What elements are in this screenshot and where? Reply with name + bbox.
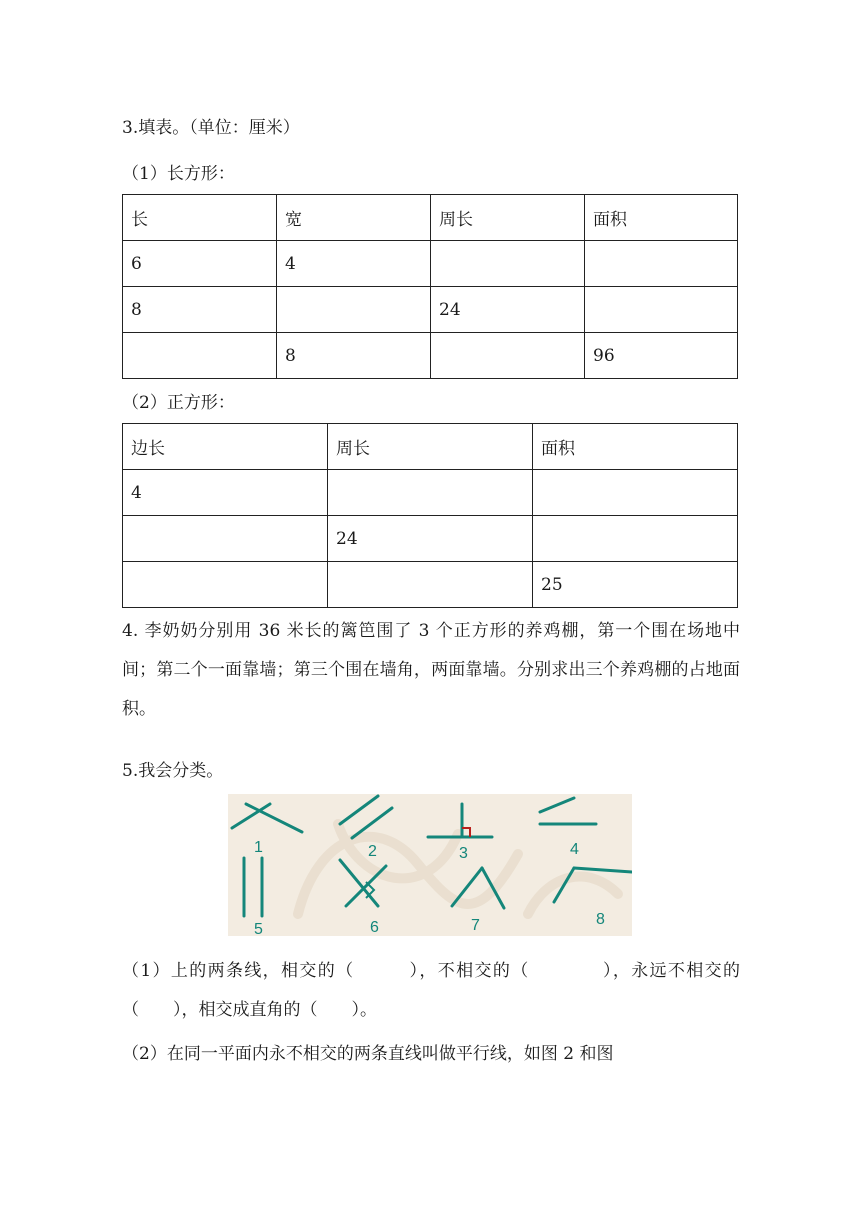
table-header-cell: 边长	[123, 424, 328, 470]
figure-label-4: 4	[570, 841, 579, 858]
table-cell	[585, 287, 738, 333]
table-row	[123, 287, 738, 333]
table-cell	[123, 562, 328, 608]
square-table-label: （2）正方形：	[122, 393, 235, 413]
table-cell: 4	[123, 470, 328, 516]
table-cell: 8	[123, 287, 277, 333]
table-header-row	[123, 424, 738, 470]
square-table	[122, 423, 738, 608]
table-cell: 24	[328, 516, 533, 562]
table-cell: 8	[277, 333, 431, 379]
table-cell: 96	[585, 333, 738, 379]
figure-label-2: 2	[368, 843, 377, 860]
table-row	[123, 562, 738, 608]
table-header-cell: 长	[123, 195, 277, 241]
table-cell	[431, 333, 585, 379]
table-cell	[277, 287, 431, 333]
table-header-cell: 面积	[533, 424, 738, 470]
table-row	[123, 333, 738, 379]
table-cell	[431, 241, 585, 287]
table-cell: 4	[277, 241, 431, 287]
line-classification-figure	[228, 794, 632, 936]
table-cell	[533, 470, 738, 516]
table-cell	[328, 562, 533, 608]
question-5-sub-1: （1）上的两条线，相交的（ ），不相交的（ ），永远不相交的（ ），相交成直角的（ ）。	[122, 961, 740, 1020]
figure-label-6: 6	[370, 919, 379, 936]
table-header-cell: 周长	[328, 424, 533, 470]
figure-label-5: 5	[254, 921, 263, 936]
table-cell: 6	[123, 241, 277, 287]
table-cell: 24	[431, 287, 585, 333]
table-cell	[123, 516, 328, 562]
table-row	[123, 516, 738, 562]
table-header-cell: 宽	[277, 195, 431, 241]
table-row	[123, 241, 738, 287]
rectangle-table-label: （1）长方形：	[122, 164, 235, 184]
question-5-heading: 5.我会分类。	[122, 761, 224, 781]
table-cell	[533, 516, 738, 562]
figure-label-1: 1	[254, 839, 263, 856]
table-cell: 25	[533, 562, 738, 608]
rectangle-table	[122, 194, 738, 379]
figure-label-7: 7	[471, 917, 480, 934]
question-4-text: 4. 李奶奶分别用 36 米长的篱笆围了 3 个正方形的养鸡棚，第一个围在场地中间；第二个一面靠墙；第三个围在墙角，两面靠墙。分别求出三个养鸡棚的占地面积。	[122, 621, 740, 719]
table-header-cell: 周长	[431, 195, 585, 241]
question-3-heading: 3.填表。（单位：厘米）	[122, 118, 300, 138]
table-cell	[585, 241, 738, 287]
figure-label-3: 3	[459, 845, 468, 862]
table-cell	[123, 333, 277, 379]
question-5-sub-2: （2）在同一平面内永不相交的两条直线叫做平行线，如图 2 和图	[122, 1044, 614, 1064]
figure-label-8: 8	[596, 911, 605, 928]
table-header-row	[123, 195, 738, 241]
table-cell	[328, 470, 533, 516]
table-row	[123, 470, 738, 516]
table-header-cell: 面积	[585, 195, 738, 241]
